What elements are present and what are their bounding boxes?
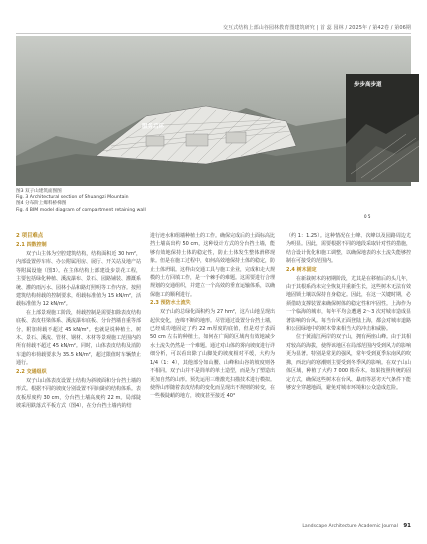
inset-illustration: [346, 74, 419, 182]
structure-model: [86, 76, 306, 176]
subsection-heading: 2.1 四数控制: [16, 242, 47, 248]
figure-label-steps: 步步高步道: [354, 82, 382, 88]
inset-photo: [346, 74, 419, 182]
running-head: 交互式结构上部山谷园林教育图建筑研究 | 首 蕊 园林 / 2025年 / 第42卷 / 第06期: [223, 25, 411, 31]
caption-line: Fig. 4 BIM model diagram of compartment retaining wall: [16, 207, 146, 213]
paragraph: （约 1：1.25）。这种情况在土峰、次峰以及园路周边尤为明显。因此，需要根据不同的地段采取针对性的措施，结合设计优化和施工调整，以确保地表的水土流失能够控制在可接受的范围内。: [286, 233, 412, 265]
figure-captions: [16, 189, 316, 214]
caption-line: 图4 分布阶上爆料桥梯图: [16, 201, 67, 207]
caption-line: 图3 双子山建筑面图图: [16, 189, 62, 194]
text-column-3: [286, 232, 411, 392]
text-column-1: [16, 232, 141, 410]
section-heading: 2 项目难点: [16, 233, 44, 239]
paragraph: 双子山的总绿化面积约为 27 hm²，这片山地呈现出起伏变化，连绵不断的地形。尽管通过设置分台挡土墙，已经成功地固定了约 22 m厚度的底值，但是对于表面 50 cm 左右的种植土，如何在广阔的区域内有效地减少水土流失仍然是一个难题。通过对山体的雾向坡度进行详细分析，可以看出除了山脚处的坡度相对平缓，大约为 1/4（1：4），其他部分如山腰、山峰和山谷的坡度则各不相同。双子山并不是简单的单土造型，而是为了塑造出更加自然的山形。预先运用三维激光扫描技术进行模拟。使得山形随着表皮结构的变化而呈现出不规则的转变，在一些极陡峭的地方，坡度甚至接近 40°: [150, 309, 276, 400]
paragraph: 双子山主体为空腔建筑结构，结构面积近 30 hm²，内部设置停车库、办公附属用房、展厅、开关站及地产站等附属设施（图3）。在主体结构上部建设步景花工程，主要包括绿化种植、溪流瀑布、景石、园路铺装、灌溉系统、灌的雨污水、园林小品和路灯照明等工作内容。按照建筑结构荷载的控制要求，组载标准值为 15 kN/m²，活载标准值为 12 kN/m²。: [16, 251, 142, 308]
paragraph: 在新栽树木的初期阶段，尤其是在移植后的头几年，由于其根系尚未完全恢复并重新生长，这些树木无法有效地固锁土壤以保持自身稳定。因此，在这一关键时期，必须借助支撑装置来确保树体的稳定性和牢固性。上海作为一个临海的城市，每年平均会遭遇 2～3 次对城市造成显著影响的台风。每当台风正面登陆上海，都会对城市道路和公园绿地中的树木带来相当大的冲击和威胁。: [286, 275, 412, 333]
scale-bar: 0 5: [364, 214, 371, 219]
header-rule: [16, 33, 411, 34]
subsection-heading: 2.4 树木固定: [286, 266, 317, 273]
figure-label-service: 服务后环: [142, 124, 165, 130]
text-column-2: [150, 232, 275, 401]
paragraph: 进行迹水和组墙种植土的工作。确保完成后的土面标高比挡土墙高出约 50 cm，这种设计方式的分台挡土墙，能够有效地保持土体的稳定性，防止土体发生整体滑移现象。但是在施工过程中，如何高效地保持土体的稳定，防止土体坍塌。这样由交通工具与施工企业，完成和走大规模的土方回填工作，是一个棘手的难题。这需要进行合理规划的交通组织，并建立一个高效的垂直运输体系，以确保施工的顺利进行。: [150, 233, 276, 298]
subsection-heading: 2.3 预防水土流失: [150, 300, 191, 307]
paragraph: 双子山山体表皮设置土结构为斜坡面和分台挡土墙的形式。根据不同的坡度分别设置不同间距的结构体系。表皮板厚度约 30 cm，分台挡土墙高度约 22 m。局部陡坡采用跌落式平板方式（图4），在分台挡土墙内的结: [16, 377, 142, 409]
page-footer: [0, 523, 411, 529]
caption-line: Fig. 3 Architectural section of Shuangzi Mountain: [16, 195, 129, 201]
paragraph: 位于黄浦江两岸的双子山，拥有两座山峰。由于其相对较高的海拔，使得该地区在局部范围内受到风力的影响更为显著。特别是常见的强风，常年受到夏季东南风的吹拂，西北向的寒潮则主要受到冬季风的影响。在双子山山体区域，种植了大约 7 000 株乔木。如果按照传统的固定方式，确保这些树木在台风、暴雨等恶劣天气条件下能够安全穿越地面，避免对城市环境和公众造成危险。: [286, 334, 412, 391]
journal-name: Landscape Architecture Academic Journal: [302, 524, 398, 529]
paragraph: 在上部景观施工阶段，荷载控制是需要扣除表皮结构底板、表皮柱梁体系、溪流瀑布底板、分台挡墙自重等部分，附加荷载不超过 45 kN/m²。也就是说种植土、树木、景石、溪流、管材、钢材、木材等景观施工范围内的所有荷载不超过 45 kN/m²。同时，山体表皮结构及消防车道的布荷载要求为 35.5 kN/m²，超过限值时车辆禁止通行。: [16, 309, 142, 367]
subsection-heading: 2.2 交通组织: [16, 368, 47, 375]
page-number: 91: [403, 523, 411, 529]
